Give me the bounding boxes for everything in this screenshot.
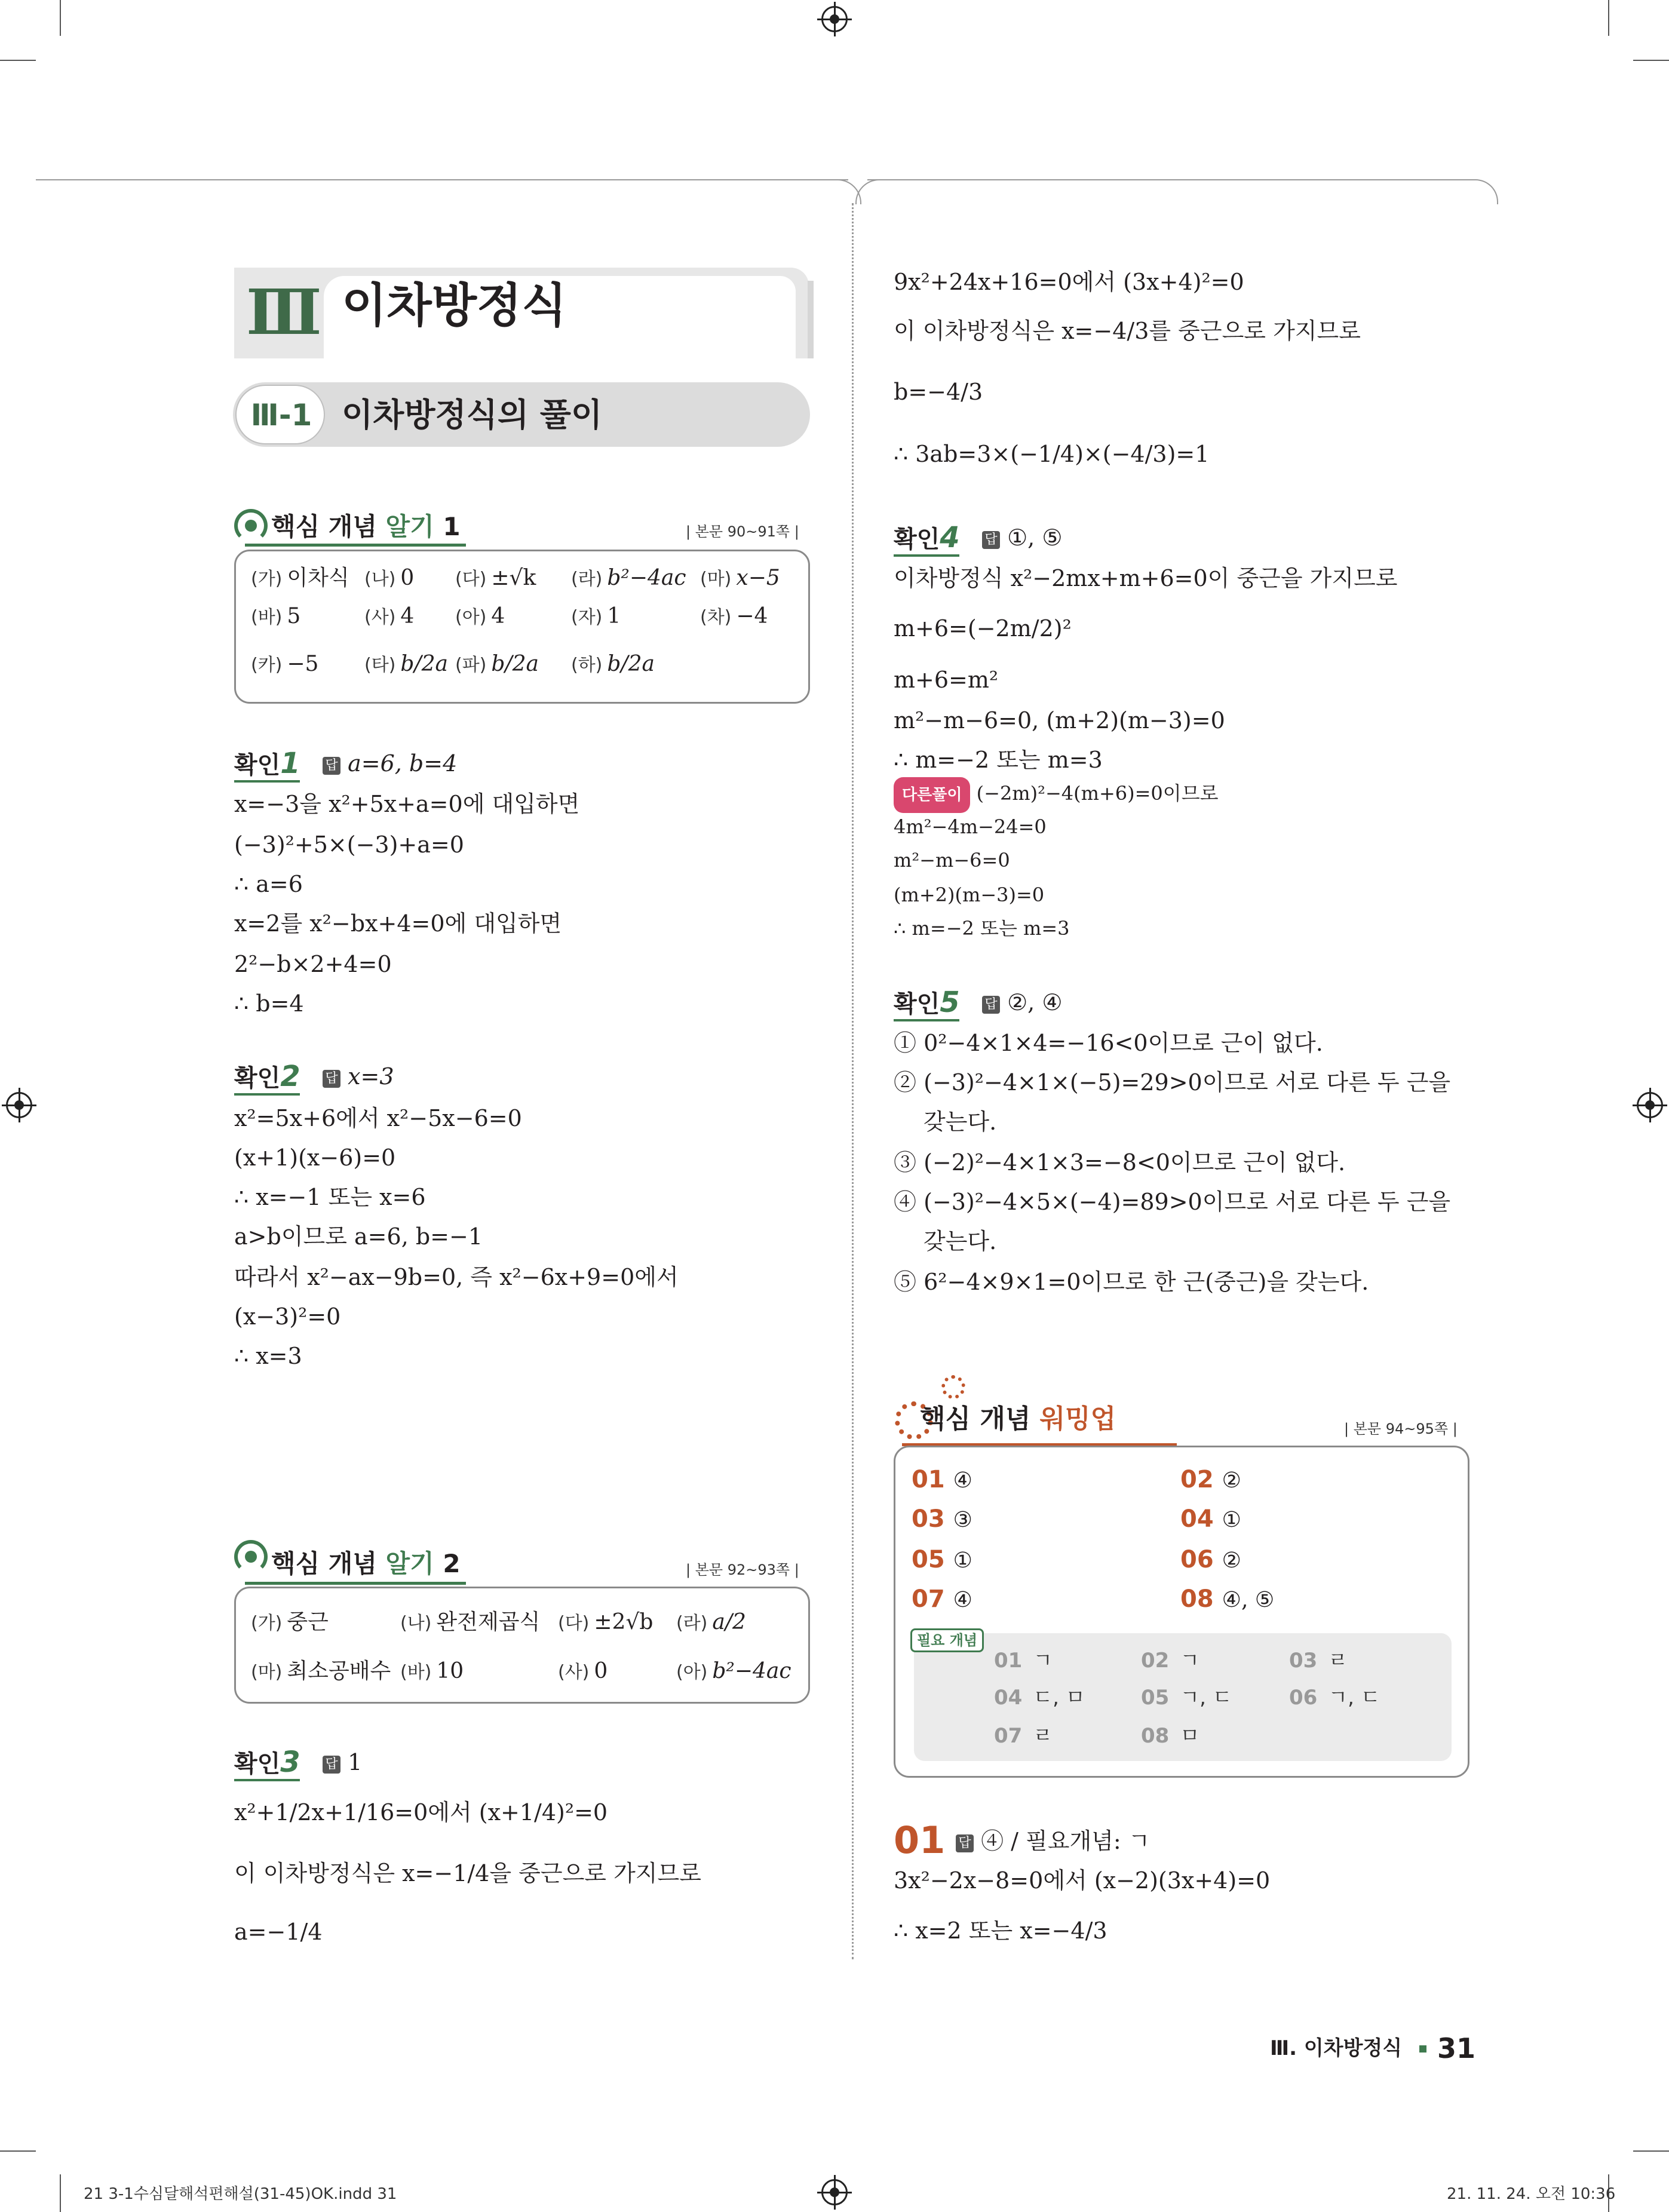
gear-icon [941, 1375, 965, 1399]
concept1-item: (사) 4 [364, 604, 415, 628]
concept1-page-ref: | 본문 90~91쪽 | [686, 523, 799, 540]
check1-answer: 답 a=6, b=4 [323, 747, 457, 780]
answer-tag-icon: 답 [982, 531, 1000, 549]
concept1-item: (파) b/2a [455, 652, 539, 676]
warmup-item: 04 ① [1180, 1505, 1241, 1533]
check3-line: a=−1/4 [234, 1919, 323, 1945]
check1-heading: 확인1 [234, 747, 300, 780]
check3-heading: 확인3 [234, 1745, 300, 1779]
page-frame-line [36, 179, 848, 180]
check4-alt-first-line: 다른풀이 (−2m)²−4(m+6)=0이므로 [894, 777, 1219, 813]
needed-concept-item: 08 ㅁ [1141, 1724, 1200, 1748]
q01-line: 3x²−2x−8=0에서 (x−2)(3x+4)=0 [894, 1867, 1271, 1894]
question-number: 01 [894, 1818, 946, 1862]
check5-line: ② (−3)²−4×1×(−5)=29>0이므로 서로 다른 두 근을 [894, 1069, 1451, 1096]
trim-mark [1633, 60, 1669, 61]
warmup-item: 03 ③ [912, 1505, 972, 1533]
check4-line: ∴ m=−2 또는 m=3 [894, 747, 1103, 773]
footer-square-icon [1419, 2045, 1426, 2053]
concept2-item: (나) 완전제곱식 [400, 1610, 541, 1634]
check5-answer: 답 ②, ④ [982, 986, 1062, 1019]
trim-mark [60, 0, 61, 36]
answer-tag-icon: 답 [323, 1070, 340, 1088]
needed-concepts-tag: 필요 개념 [910, 1628, 984, 1652]
check5-line: ① 0²−4×1×4=−16<0이므로 근이 없다. [894, 1030, 1323, 1056]
warmup-item: 01 ④ [912, 1466, 972, 1493]
check4-answer: 답 ①, ⑤ [982, 521, 1062, 554]
concept1-title: 핵심 개념 알기 1 [271, 512, 461, 541]
answer-tag-icon: 답 [323, 757, 340, 775]
trim-mark [0, 2150, 36, 2152]
concept2-item: (가) 중근 [251, 1610, 329, 1634]
solution-line: 이 이차방정식은 x=−4/3를 중근으로 가지므로 [894, 318, 1361, 344]
chapter-title: 이차방정식 [342, 279, 567, 333]
check1-line: x=2를 x²−bx+4=0에 대입하면 [234, 910, 562, 937]
check5-underline [894, 1019, 959, 1021]
footer-chapter: Ⅲ. 이차방정식 [1270, 2036, 1403, 2060]
warmup-item: 05 ① [912, 1546, 972, 1573]
needed-concept-item: 02 ㄱ [1141, 1649, 1200, 1673]
check2-heading: 확인2 [234, 1060, 300, 1093]
check3-answer: 답 1 [323, 1745, 362, 1779]
check4-alt-line: ∴ m=−2 또는 m=3 [894, 917, 1070, 940]
solution-line: 9x²+24x+16=0에서 (3x+4)²=0 [894, 269, 1244, 295]
check2-line: a>b이므로 a=6, b=−1 [234, 1223, 483, 1250]
answer-tag-icon: 답 [323, 1756, 340, 1774]
check3-line: x²+1/2x+1/16=0에서 (x+1/4)²=0 [234, 1799, 608, 1826]
check5-line: ③ (−2)²−4×1×3=−8<0이므로 근이 없다. [894, 1149, 1346, 1176]
check4-line: m+6=(−2m/2)² [894, 615, 1072, 642]
check2-underline [234, 1093, 300, 1096]
check2-line: x²=5x+6에서 x²−5x−6=0 [234, 1105, 522, 1131]
check2-line: 따라서 x²−ax−9b=0, 즉 x²−6x+9=0에서 [234, 1264, 679, 1290]
needed-concept-item: 07 ㄹ [994, 1724, 1053, 1748]
check4-heading: 확인4 [894, 521, 960, 554]
chapter-number: Ⅲ [246, 275, 322, 349]
trim-mark [0, 60, 36, 61]
q01-line: ∴ x=2 또는 x=−4/3 [894, 1918, 1107, 1944]
check4-line: m²−m−6=0, (m+2)(m−3)=0 [894, 707, 1225, 734]
check1-line: ∴ a=6 [234, 871, 303, 897]
check2-line: (x−3)²=0 [234, 1303, 341, 1330]
concept1-item: (다) ±√k [455, 566, 536, 590]
warmup-page-ref: | 본문 94~95쪽 | [1344, 1421, 1458, 1437]
check1-line: x=−3을 x²+5x+a=0에 대입하면 [234, 791, 580, 817]
needed-concept-item: 03 ㄹ [1289, 1649, 1348, 1673]
concept1-item: (바) 5 [251, 604, 301, 628]
concept1-item: (라) b²−4ac [571, 566, 686, 590]
section-number: Ⅲ-1 [250, 398, 312, 432]
page-frame-curve [855, 179, 880, 204]
concept1-item: (가) 이차식 [251, 566, 349, 590]
check5-line: ④ (−3)²−4×5×(−4)=89>0이므로 서로 다른 두 근을 [894, 1189, 1451, 1215]
concept2-item: (마) 최소공배수 [251, 1659, 391, 1683]
trim-mark [1633, 2150, 1669, 2152]
check1-line: (−3)²+5×(−3)+a=0 [234, 832, 464, 858]
page-frame-curve [1474, 179, 1498, 204]
registration-mark-icon [1637, 1092, 1663, 1118]
solution-line: b=−4/3 [894, 379, 983, 405]
concept1-item: (차) −4 [700, 604, 768, 628]
section-title: 이차방정식의 풀이 [342, 396, 603, 434]
registration-mark-icon [6, 1092, 32, 1118]
bulb-icon [234, 509, 268, 542]
registration-mark-icon [821, 2179, 848, 2205]
concept1-item: (타) b/2a [364, 652, 448, 676]
check2-line: (x+1)(x−6)=0 [234, 1145, 396, 1171]
alt-solution-tag: 다른풀이 [894, 777, 970, 813]
bulb-icon [234, 1540, 268, 1573]
concept2-title: 핵심 개념 알기 2 [271, 1549, 461, 1578]
concept1-item: (나) 0 [364, 566, 415, 590]
check2-answer: 답 x=3 [323, 1060, 394, 1093]
concept2-item: (사) 0 [558, 1659, 608, 1683]
check3-line: 이 이차방정식은 x=−1/4을 중근으로 가지므로 [234, 1860, 701, 1886]
answer-tag-icon: 답 [982, 996, 1000, 1014]
check4-alt-line: (m+2)(m−3)=0 [894, 883, 1045, 906]
warmup-title: 핵심 개념 워밍업 [920, 1404, 1116, 1434]
file-slug: 21 3-1수심달해석편해설(31-45)OK.indd 31 [84, 2185, 397, 2203]
check3-underline [234, 1779, 300, 1781]
warmup-item: 07 ④ [912, 1585, 972, 1613]
needed-concept-item: 06 ㄱ, ㄷ [1289, 1686, 1380, 1710]
check2-line: ∴ x=−1 또는 x=6 [234, 1184, 426, 1210]
check4-line: m+6=m² [894, 667, 999, 693]
check2-line: ∴ x=3 [234, 1343, 302, 1369]
page-frame-line [867, 179, 1477, 180]
needed-concept-item: 05 ㄱ, ㄷ [1141, 1686, 1232, 1710]
needed-concept-item: 01 ㄱ [994, 1649, 1053, 1673]
date-slug: 21. 11. 24. 오전 10:36 [1447, 2185, 1616, 2203]
concept1-item: (카) −5 [251, 652, 319, 676]
check5-heading: 확인5 [894, 986, 960, 1019]
warmup-item: 06 ② [1180, 1546, 1241, 1573]
trim-mark [60, 2174, 61, 2212]
check5-line: ⑤ 6²−4×9×1=0이므로 한 근(중근)을 갖는다. [894, 1269, 1369, 1295]
check1-line: ∴ b=4 [234, 990, 304, 1017]
warmup-item: 08 ④, ⑤ [1180, 1585, 1275, 1613]
concept1-underline [245, 544, 466, 547]
concept1-item: (마) x−5 [700, 566, 780, 590]
check1-line: 2²−b×2+4=0 [234, 951, 392, 977]
concept2-item: (바) 10 [400, 1659, 464, 1683]
column-divider [852, 203, 854, 1959]
check4-alt-line: 4m²−4m−24=0 [894, 815, 1047, 838]
check1-underline [234, 780, 300, 783]
concept2-item: (라) a/2 [676, 1610, 746, 1634]
concept2-item: (다) ±2√b [558, 1610, 654, 1634]
trim-mark [1608, 0, 1609, 36]
solution-line: ∴ 3ab=3×(−1/4)×(−4/3)=1 [894, 441, 1210, 467]
concept2-underline [245, 1582, 466, 1585]
needed-concept-item: 04 ㄷ, ㅁ [994, 1686, 1085, 1710]
q01-answer: 답 ④ / 필요개념: ㄱ [956, 1824, 1150, 1858]
answer-tag-icon: 답 [956, 1834, 974, 1852]
check5-line: 갖는다. [924, 1109, 997, 1135]
concept2-page-ref: | 본문 92~93쪽 | [686, 1561, 799, 1578]
check5-line: 갖는다. [924, 1228, 997, 1254]
registration-mark-icon [821, 6, 848, 32]
concept2-item: (아) b²−4ac [676, 1659, 791, 1683]
check4-line: 이차방정식 x²−2mx+m+6=0이 중근을 가지므로 [894, 565, 1398, 591]
page-number: 31 [1437, 2032, 1476, 2064]
concept1-item: (아) 4 [455, 604, 505, 628]
warmup-item: 02 ② [1180, 1466, 1241, 1493]
check4-alt-line: m²−m−6=0 [894, 849, 1010, 872]
concept1-item: (자) 1 [571, 604, 621, 628]
concept1-item: (하) b/2a [571, 652, 655, 676]
check4-underline [894, 554, 959, 557]
